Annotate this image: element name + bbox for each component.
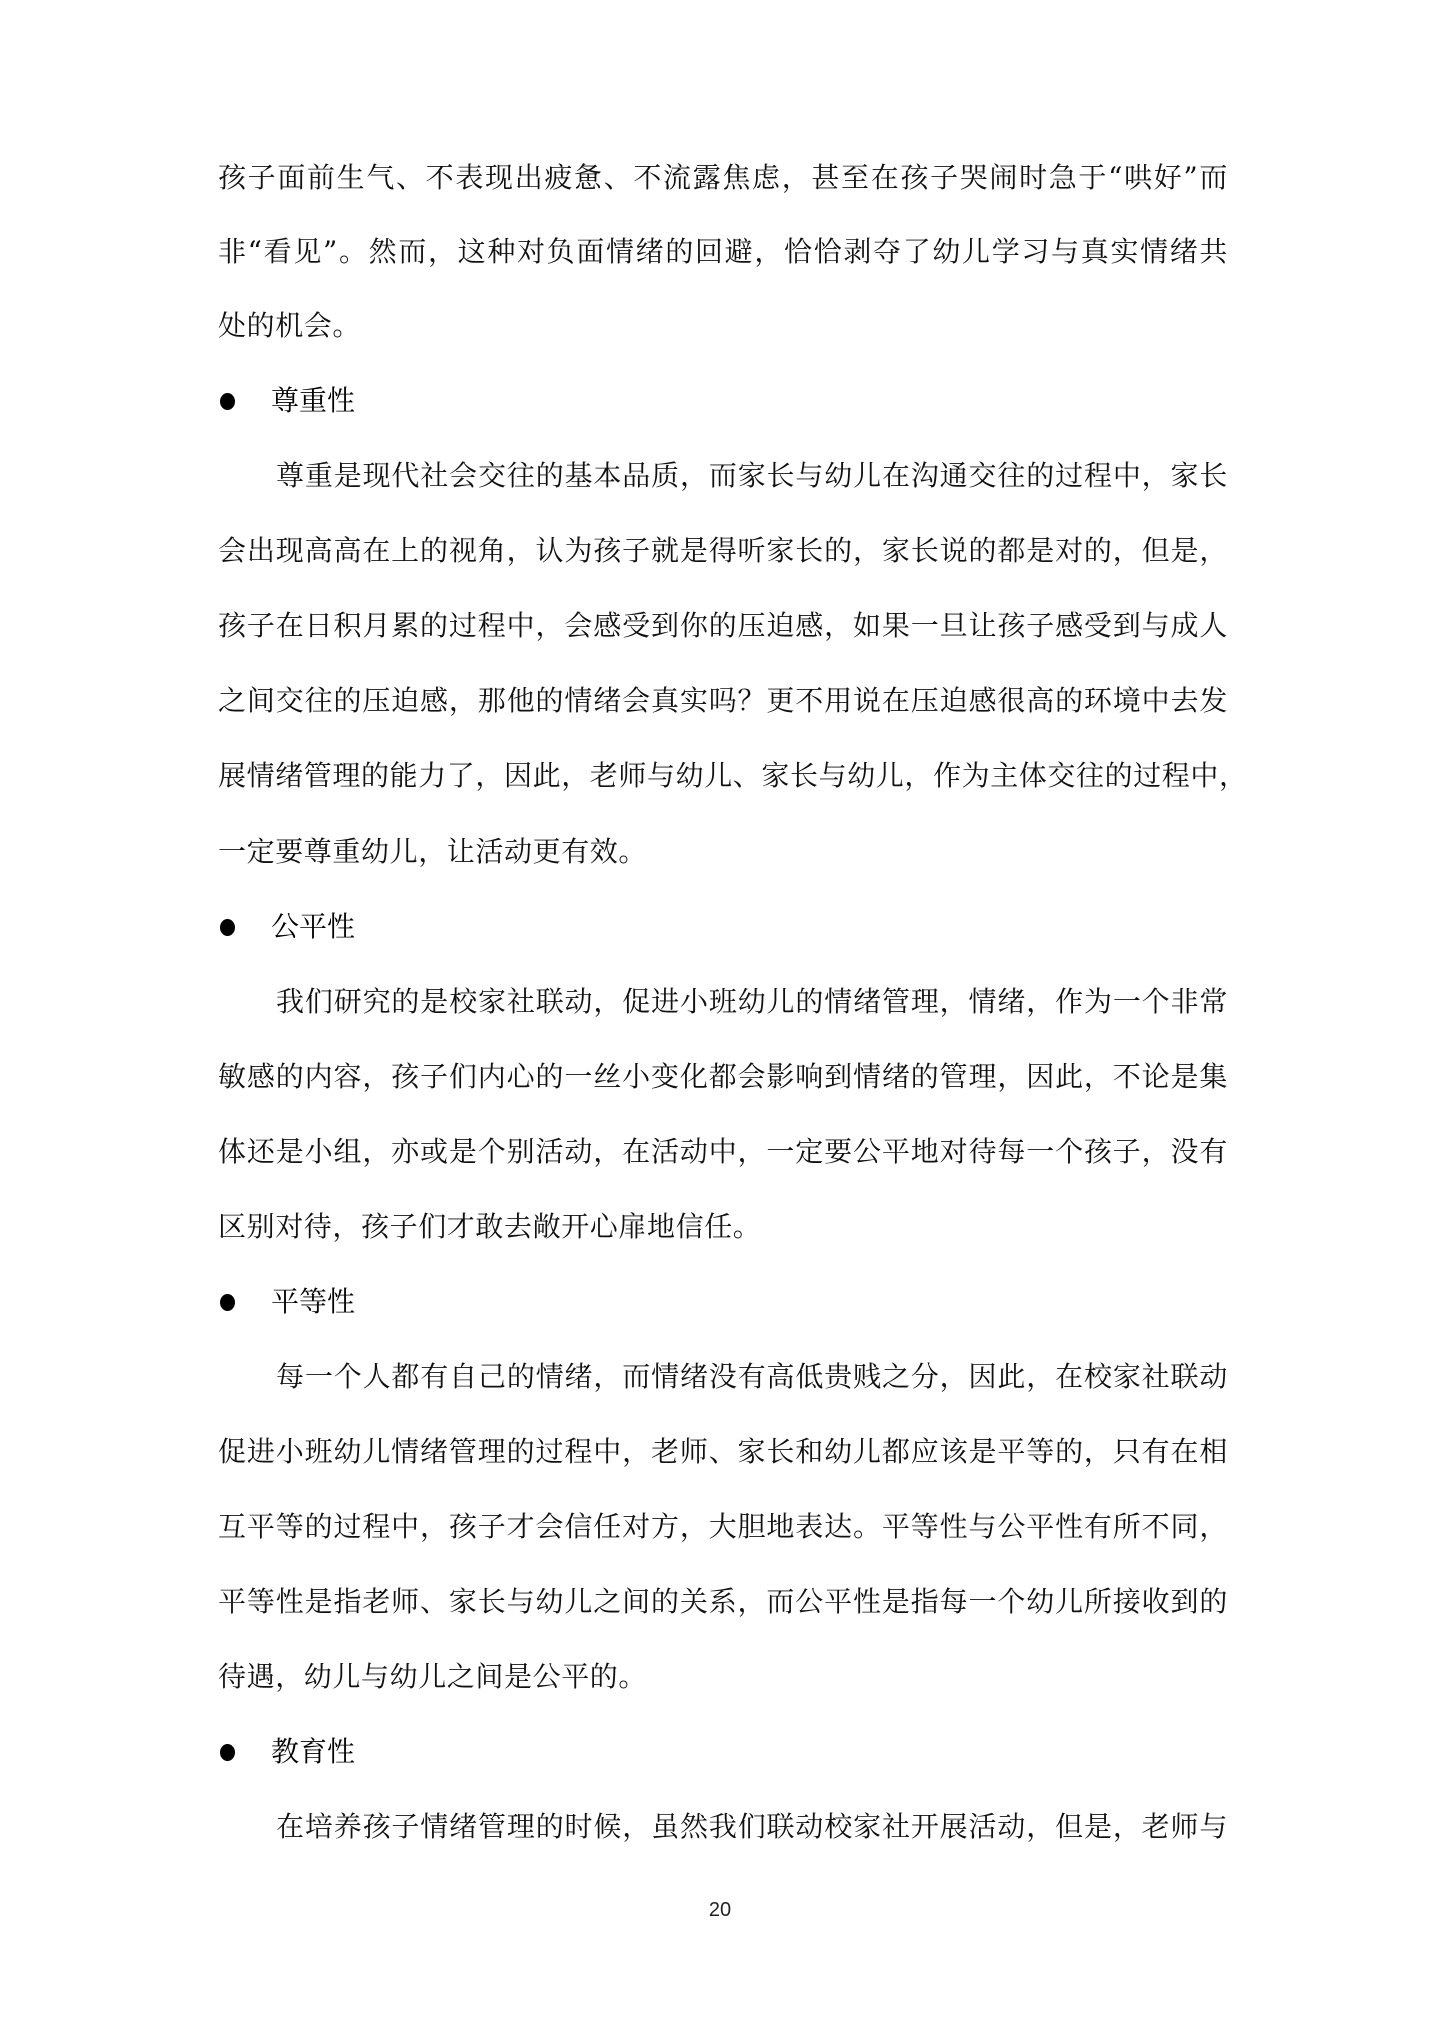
page-number: 20 (708, 1899, 732, 1921)
bullet-icon (220, 919, 235, 936)
paragraph-line: 尊重是现代社会交往的基本品质，而家长与幼儿在沟通交往的过程中，家长 (276, 459, 1228, 492)
bullet-icon (220, 393, 235, 410)
section-heading-text: 教育性 (271, 1735, 356, 1768)
paragraph-line: 待遇，幼儿与幼儿之间是公平的。 (218, 1660, 648, 1693)
section-heading-respect (218, 383, 355, 419)
paragraph-line: 孩子面前生气、不表现出疲惫、不流露焦虑，甚至在孩子哭闹时急于“哄好”而 (218, 161, 1228, 194)
paragraph-line: 一定要尊重幼儿，让活动更有效。 (218, 835, 648, 868)
bullet-icon (220, 1744, 235, 1761)
paragraph-line: 会出现高高在上的视角，认为孩子就是得听家长的，家长说的都是对的，但是， (218, 534, 1228, 567)
paragraph-line: 非“看见”。然而，这种对负面情绪的回避，恰恰剥夺了幼儿学习与真实情绪共 (218, 235, 1228, 268)
paragraph-line: 敏感的内容，孩子们内心的一丝小变化都会影响到情绪的管理，因此，不论是集 (218, 1060, 1228, 1093)
section-heading-fairness (218, 909, 355, 945)
paragraph-line: 互平等的过程中，孩子才会信任对方，大胆地表达。平等性与公平性有所不同， (218, 1510, 1228, 1543)
paragraph-line: 之间交往的压迫感，那他的情绪会真实吗？更不用说在压迫感很高的环境中去发 (218, 684, 1228, 717)
paragraph-line: 每一个人都有自己的情绪，而情绪没有高低贵贱之分，因此，在校家社联动 (276, 1360, 1228, 1393)
paragraph-line: 孩子在日积月累的过程中，会感受到你的压迫感，如果一旦让孩子感受到与成人 (218, 609, 1228, 642)
paragraph-line: 处的机会。 (218, 309, 362, 342)
paragraph-line: 平等性是指老师、家长与幼儿之间的关系，而公平性是指每一个幼儿所接收到的 (218, 1585, 1228, 1618)
paragraph-line: 展情绪管理的能力了，因此，老师与幼儿、家长与幼儿，作为主体交往的过程中， (218, 759, 1248, 792)
paragraph-line: 区别对待，孩子们才敢去敞开心扉地信任。 (218, 1210, 762, 1243)
paragraph-line: 促进小班幼儿情绪管理的过程中，老师、家长和幼儿都应该是平等的，只有在相 (218, 1435, 1228, 1468)
paragraph-line: 在培养孩子情绪管理的时候，虽然我们联动校家社开展活动，但是，老师与 (276, 1810, 1228, 1843)
paragraph-line: 体还是小组，亦或是个别活动，在活动中，一定要公平地对待每一个孩子，没有 (218, 1135, 1228, 1168)
section-heading-text: 平等性 (271, 1285, 356, 1318)
section-heading-equality (218, 1284, 355, 1320)
section-heading-text: 公平性 (271, 910, 356, 943)
section-heading-text: 尊重性 (271, 384, 356, 417)
paragraph-line: 我们研究的是校家社联动，促进小班幼儿的情绪管理，情绪，作为一个非常 (276, 985, 1228, 1018)
bullet-icon (220, 1294, 235, 1311)
section-heading-education (218, 1734, 355, 1770)
